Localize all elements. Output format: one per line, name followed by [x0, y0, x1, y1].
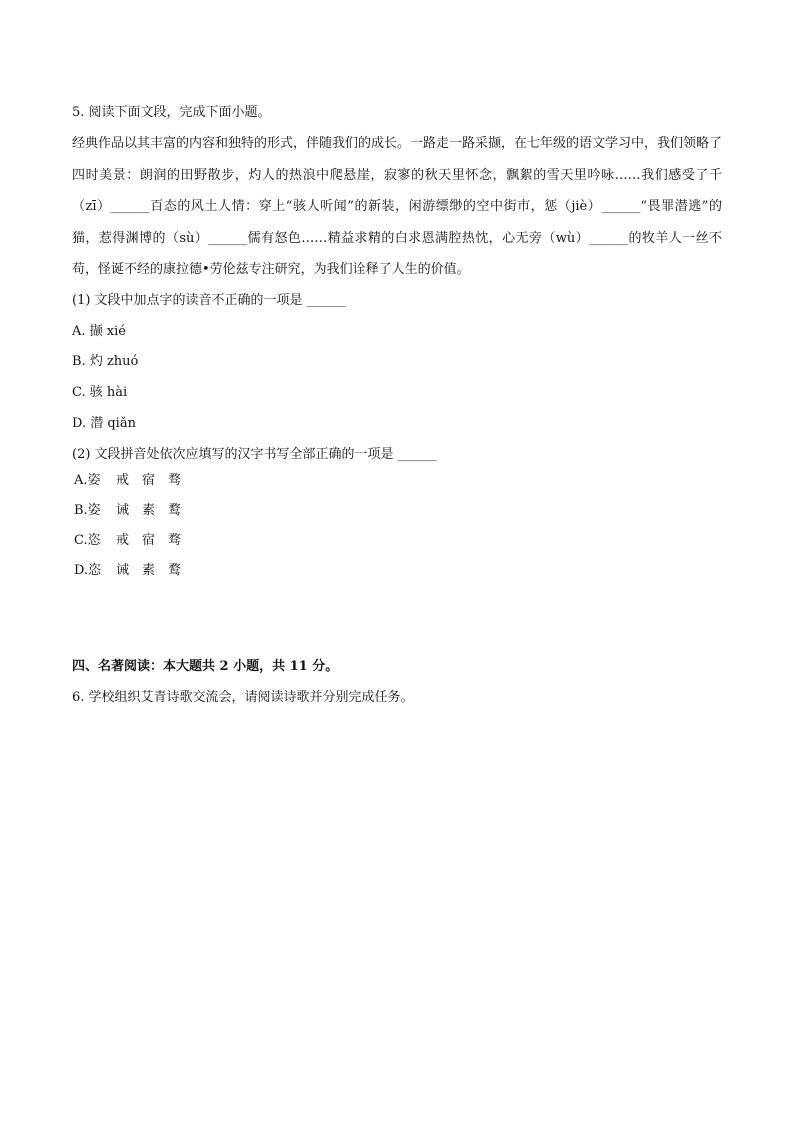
q5-sub1-option-a: A. 撷 xié	[72, 324, 126, 339]
q5-sub1-option-d: D. 潜 qiǎn	[72, 416, 136, 431]
option-label: D.恣	[74, 563, 102, 578]
section-4-heading: 四、名著阅读：本大题共 2 小题，共 11 分。	[72, 659, 339, 674]
option-char: 鹜	[168, 563, 182, 578]
option-char: 诫	[116, 563, 130, 578]
option-char: 诫	[116, 503, 130, 518]
option-char: 素	[142, 563, 156, 578]
q5-heading: 5. 阅读下面文段，完成下面小题。	[72, 105, 271, 120]
option-char: 素	[142, 503, 156, 518]
q5-sub1-question: (1) 文段中加点字的读音不正确的一项是 ______	[72, 293, 346, 308]
option-char: 骛	[168, 533, 182, 548]
option-char: 骛	[168, 473, 182, 488]
q5-sub1-option-b: B. 灼 zhuó	[72, 354, 139, 369]
option-char: 戒	[116, 473, 130, 488]
option-char: 鹜	[168, 503, 182, 518]
option-char: 宿	[142, 473, 156, 488]
q5-sub2-option-c	[74, 531, 194, 551]
q5-sub2-option-a	[74, 471, 194, 491]
q5-sub2-question: (2) 文段拼音处依次应填写的汉字书写全部正确的一项是 ______	[72, 447, 437, 462]
q5-sub2-option-b	[74, 501, 194, 521]
q5-sub2-option-d	[74, 561, 194, 581]
option-label: A.姿	[74, 473, 101, 488]
q5-passage: 经典作品以其丰富的内容和独特的形式，伴随我们的成长。一路走一路采撷，在七年级的语文学习中，我们领略了四时美景：朗润的田野散步，灼人的热浪中爬悬崖，寂寥的秋天里怀念，飘絮的雪天里吟咏……我们感受了千（zī）______百态的风土人情：穿上“骇人听闻”的新装，闲游缥缈的空中街市，惩（jiè）______“畏罪潜逃”的猫，惹得渊博的（sù）______儒有怒色……精益求精的白求恩满腔热忱，心无旁（wù）______的牧羊人一丝不苟，怪诞不经的康拉德•劳伦兹专注研究，为我们诠释了人生的价值。	[72, 136, 723, 277]
q5-sub1-option-c: C. 骇 hài	[72, 385, 128, 400]
option-char: 宿	[142, 533, 156, 548]
option-label: B.姿	[74, 503, 101, 518]
option-char: 戒	[116, 533, 130, 548]
q6-heading: 6. 学校组织艾青诗歌交流会，请阅读诗歌并分别完成任务。	[72, 690, 414, 705]
option-label: C.恣	[74, 533, 101, 548]
